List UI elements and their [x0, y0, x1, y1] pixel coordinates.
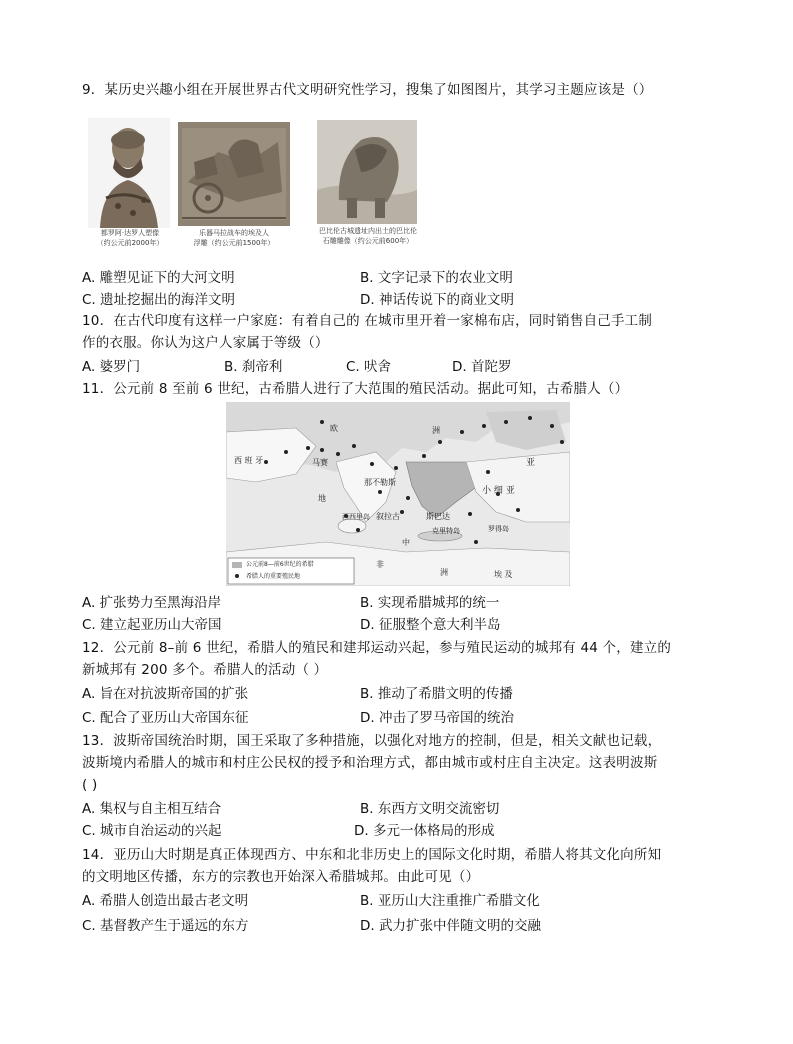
q14-stem-line1: 14．亚历山大时期是真正体现西方、中东和北非历史上的国际文化时期，希腊人将其文化向所知 [82, 847, 662, 863]
caption-lion-line2: 石雕雕像（约公元前600年） [322, 237, 414, 245]
q12-option-c: C. 配合了亚历山大帝国东征 [82, 710, 249, 726]
q11-option-b: B. 实现希腊城邦的统一 [360, 595, 500, 611]
q9-option-d: D. 神话传说下的商业文明 [360, 292, 514, 308]
map-label-asia: 亚 [526, 458, 536, 468]
map-label-africa-2: 洲 [440, 568, 448, 577]
q11-stem: 11．公元前 8 至前 6 世纪，古希腊人进行了大范围的殖民活动。据此可知，古希腊人（） [82, 381, 629, 397]
caption-relief-line1: 乐器马拉战车的埃及人 [199, 229, 269, 237]
q10-option-d: D. 首陀罗 [452, 359, 512, 375]
q10-stem-line1: 10．在古代印度有这样一户家庭：有着自己的 在城市里开着一家棉布店，同时销售自己手工制 [82, 313, 653, 329]
q13-stem-line2: 波斯境内希腊人的城市和村庄公民权的授予和治理方式，都由城市或村庄自主决定。这表明波斯 [82, 755, 658, 771]
q10-option-b: B. 刹帝利 [224, 359, 283, 375]
greek-colonization-map [226, 402, 570, 586]
q11-option-c: C. 建立起亚历山大帝国 [82, 617, 222, 633]
caption-statue [82, 228, 178, 248]
q10-option-a: A. 婆罗门 [82, 359, 141, 375]
q9-option-b: B. 文字记录下的农业文明 [360, 270, 513, 286]
q12-stem-line1: 12．公元前 8–前 6 世纪，希腊人的殖民和建邦运动兴起，参与殖民运动的城邦有 44 个，建立的 [82, 640, 672, 656]
lion-statue-photo [317, 120, 417, 224]
q14-option-a: A. 希腊人创造出最古老文明 [82, 893, 249, 909]
q12-option-d: D. 冲击了罗马帝国的统治 [360, 710, 514, 726]
q14-option-c: C. 基督教产生于遥远的东方 [82, 918, 249, 934]
map-legend-item-colony: 希腊人的重要殖民地 [246, 573, 301, 580]
map-legend-item-greece: 公元前8—前6世纪的希腊 [246, 561, 314, 568]
map-label-continent: 洲 [432, 426, 440, 435]
caption-lion [312, 226, 424, 246]
q13-option-b: B. 东西方文明交流密切 [360, 801, 500, 817]
map-label-africa-1: 非 [376, 560, 384, 569]
q13-option-c: C. 城市自治运动的兴起 [82, 823, 222, 839]
map-label-sea-1: 地 [318, 494, 326, 503]
statue-photo [88, 118, 170, 228]
q11-option-d: D. 征服整个意大利半岛 [360, 617, 501, 633]
map-label-syracuse: 叙拉古 [376, 512, 400, 521]
map-label-rhodes: 罗得岛 [488, 525, 509, 533]
q13-option-a: A. 集权与自主相互结合 [82, 801, 222, 817]
q14-option-d: D. 武力扩张中伴随文明的交融 [360, 918, 541, 934]
q9-option-a: A. 雕塑见证下的大河文明 [82, 270, 235, 286]
q10-stem-line2: 作的衣服。你认为这户人家属于等级（） [82, 335, 329, 351]
caption-relief-line2: 浮雕（约公元前1500年） [193, 239, 275, 247]
q12-option-a: A. 旨在对抗波斯帝国的扩张 [82, 686, 249, 702]
caption-lion-line1: 巴比伦古城遗址内出土的巴比伦 [319, 227, 417, 235]
map-label-sparta: 斯巴达 [426, 512, 450, 521]
q14-stem-line2: 的文明地区传播，东方的宗教也开始深入希腊城邦。由此可见（） [82, 869, 480, 885]
q9-option-c: C. 遗址挖掘出的海洋文明 [82, 292, 236, 308]
q13-stem-line1: 13．波斯帝国统治时期，国王采取了多种措施，以强化对地方的控制，但是，相关文献也记载， [82, 733, 662, 749]
q12-stem-line2: 新城邦有 200 多个。希腊人的活动（ ） [82, 662, 328, 678]
caption-relief [176, 228, 292, 248]
map-label-naples: 那不勒斯 [364, 478, 396, 487]
map-label-egypt: 埃 及 [494, 570, 513, 579]
map-label-asia-minor: 小 细 亚 [482, 486, 515, 496]
q14-option-b: B. 亚历山大注重推广希腊文化 [360, 893, 540, 909]
map-label-crete: 克里特岛 [432, 527, 460, 535]
q13-stem-line3: ( ) [82, 777, 98, 793]
map-label-sicily: 西西里岛 [342, 513, 370, 521]
map-label-marseille: 马赛 [312, 458, 328, 467]
caption-statue-line2: （约公元前2000年） [96, 239, 164, 247]
map-label-europe: 欧 [330, 424, 338, 433]
q11-option-a: A. 扩张势力至黑海沿岸 [82, 595, 222, 611]
q13-option-d: D. 多元一体格局的形成 [354, 823, 495, 839]
q10-option-c: C. 吠舍 [346, 359, 392, 375]
map-label-sea-2: 中 [402, 538, 410, 547]
q12-option-b: B. 推动了希腊文明的传播 [360, 686, 513, 702]
map-label-spain: 西 班 牙 [234, 456, 264, 465]
caption-statue-line1: 都罗阿·达罗人塑像 [100, 229, 160, 237]
relief-photo [178, 122, 290, 226]
q9-stem: 9．某历史兴趣小组在开展世界古代文明研究性学习，搜集了如图图片，其学习主题应该是（） [82, 82, 653, 98]
